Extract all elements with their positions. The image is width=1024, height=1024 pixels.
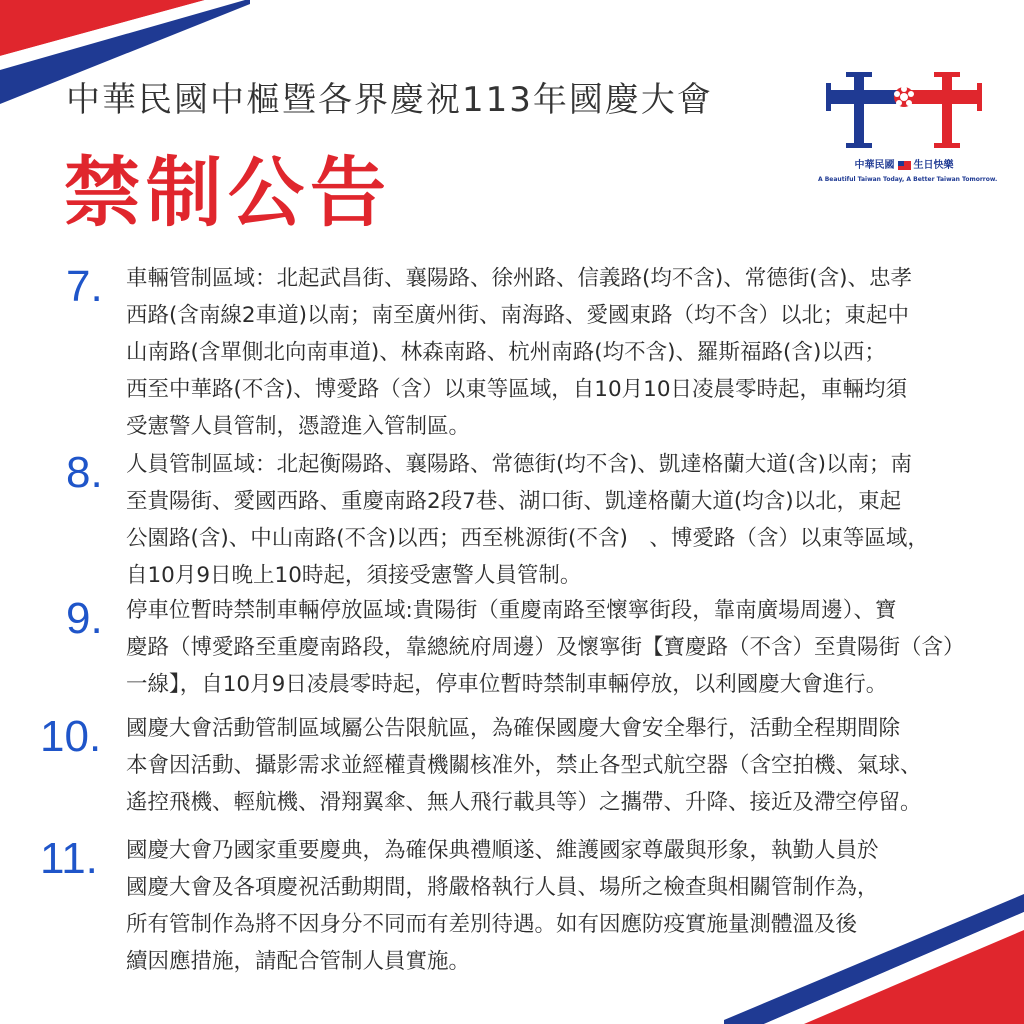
header-title: 中華民國中樞暨各界慶祝113年國慶大會 [66,80,713,120]
item-line: 國慶大會活動管制區域屬公告限航區，為確保國慶大會安全舉行，活動全程期間除 [126,716,901,741]
item-line: 停車位暫時禁制車輛停放區域:貴陽街（重慶南路至懷寧街段，靠南廣場周邊）、寶 [126,598,897,623]
item-line: 國慶大會乃國家重要慶典，為確保典禮順遂、維護國家尊嚴與形象，執勤人員於 [126,838,879,863]
national-day-logo [818,70,998,183]
item-number: 7. [66,262,103,311]
item-line: 一線】，自10月9日凌晨零時起，停車位暫時禁制車輛停放，以利國慶大會進行。 [126,672,888,697]
item-text [126,446,971,594]
item-line: 慶路（博愛路至重慶南路段，靠總統府周邊）及懷寧街【寶慶路（不含）至貴陽街（含） [126,635,965,660]
item-line: 所有管制作為將不因身分不同而有差別待遇。如有因應防疫實施量測體溫及後 [126,912,858,937]
item-line: 至貴陽街、愛國西路、重慶南路2段7巷、湖口街、凱達格蘭大道(均含)以北，東起 [126,489,902,514]
item-text [126,710,971,821]
logo-caption-right: 生日快樂 [913,160,954,171]
logo-caption-left: 中華民國 [854,160,895,171]
item-number: 8. [66,448,103,497]
item-number: 9. [66,594,103,643]
item-text [126,260,971,445]
item-line: 車輛管制區域：北起武昌街、襄陽路、徐州路、信義路(均不含)、常德街(含)、忠孝 [126,266,913,291]
item-line: 自10月9日晚上10時起，須接受憲警人員管制。 [126,563,582,588]
item-line: 本會因活動、攝影需求並經權責機關核准外，禁止各型式航空器（含空拍機、氣球、 [126,753,922,778]
taiwan-flag-icon [898,161,911,170]
item-number: 10. [40,712,102,761]
logo-slogan: A Beautiful Taiwan Today, A Better Taiwan Tomorrow. [818,176,998,183]
item-text [126,592,971,703]
item-line: 續因應措施，請配合管制人員實施。 [126,949,471,974]
item-line: 西至中華路(不含)、博愛路（含）以東等區域，自10月10日凌晨零時起，車輛均須 [126,377,907,402]
page-title: 禁制公告 [64,148,392,237]
item-text [126,832,971,980]
item-line: 西路(含南線2車道)以南；南至廣州街、南海路、愛國東路（均不含）以北；東起中 [126,303,909,328]
item-line: 國慶大會及各項慶祝活動期間，將嚴格執行人員、場所之檢查與相關管制作為， [126,875,879,900]
item-line: 人員管制區域：北起衡陽路、襄陽路、常德街(均不含)、凱達格蘭大道(含)以南；南 [126,452,913,477]
item-line: 公園路(含)、中山南路(不含)以西；西至桃源街(不含) 、博愛路（含）以東等區域， [126,526,929,551]
item-line: 山南路(含單側北向南車道)、林森南路、杭州南路(均不含)、羅斯福路(含)以西； [126,340,886,365]
item-number: 11. [40,834,98,883]
item-line: 遙控飛機、輕航機、滑翔翼傘、無人飛行載具等）之攜帶、升降、接近及滯空停留。 [126,790,922,815]
item-line: 受憲警人員管制，憑證進入管制區。 [126,414,471,439]
logo-mark-icon [824,70,984,150]
logo-caption [824,156,984,171]
